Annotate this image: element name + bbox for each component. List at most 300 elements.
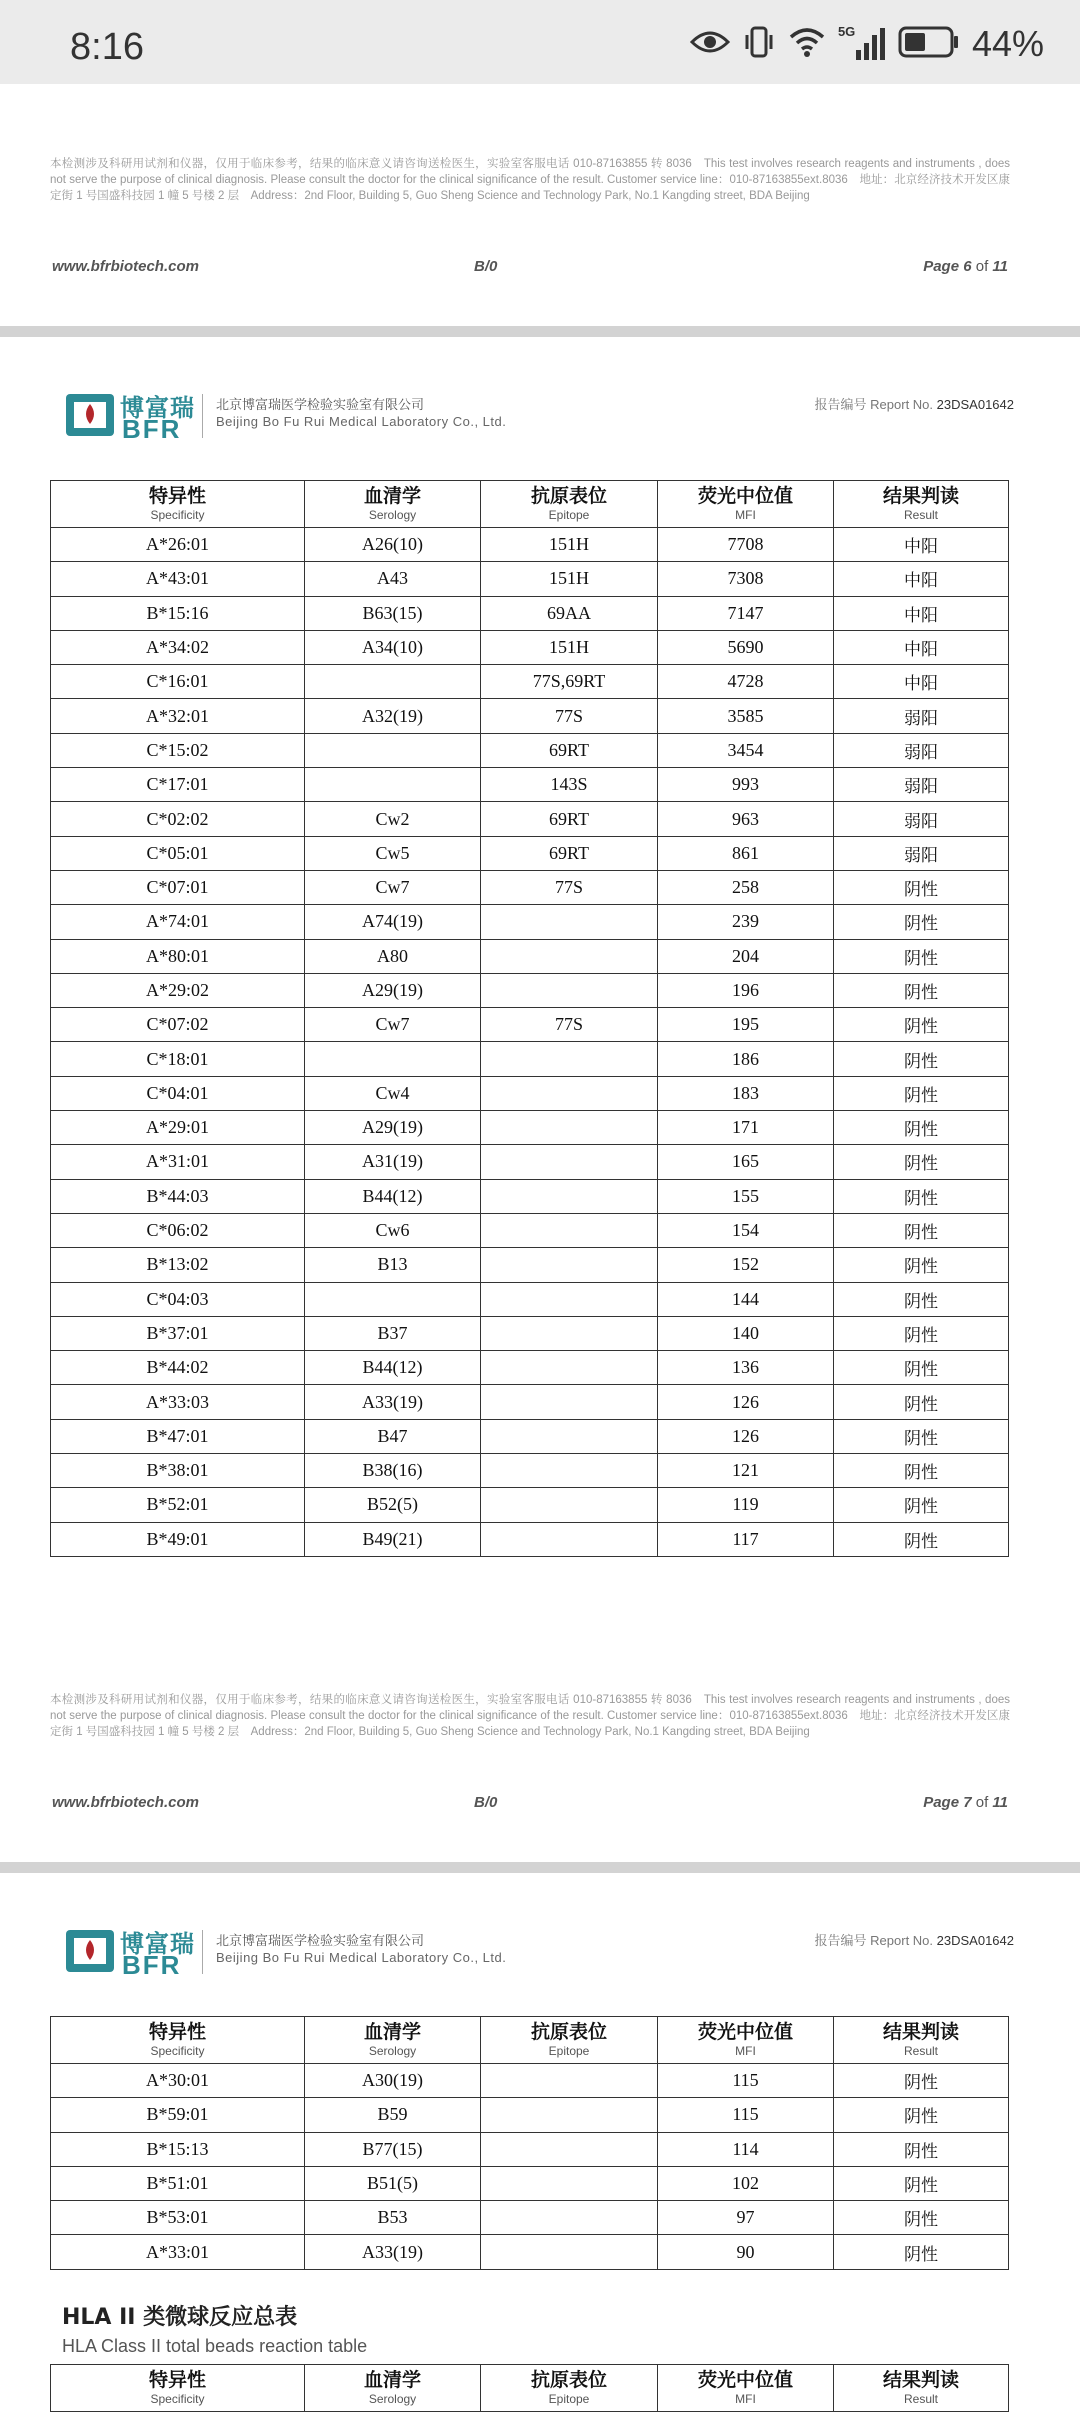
table-row xyxy=(51,2201,1009,2235)
table-cell: 阴性 xyxy=(834,2132,1009,2166)
table-cell: 77S xyxy=(481,870,658,904)
header-divider xyxy=(202,1930,203,1974)
table-cell: 121 xyxy=(658,1454,834,1488)
lab-name-english: Beijing Bo Fu Rui Medical Laboratory Co., Ltd. xyxy=(216,1950,507,1965)
column-header-cn: 特异性 xyxy=(148,485,206,507)
table-row xyxy=(51,1385,1009,1419)
table-cell: 阴性 xyxy=(834,1454,1009,1488)
table-cell: A31(19) xyxy=(305,1145,481,1179)
column-header-en: Result xyxy=(903,2044,938,2058)
table-row xyxy=(51,1316,1009,1350)
column-header-cn: 血清学 xyxy=(363,2369,421,2391)
table-cell: B*47:01 xyxy=(51,1419,305,1453)
table-cell: 阴性 xyxy=(834,2166,1009,2200)
website-link[interactable]: www.bfrbiotech.com xyxy=(52,258,199,275)
column-header xyxy=(481,2365,658,2412)
table-cell: C*07:01 xyxy=(51,870,305,904)
table-cell: C*06:02 xyxy=(51,1213,305,1247)
table-row xyxy=(51,1076,1009,1110)
column-header-cn: 抗原表位 xyxy=(530,485,607,507)
table-cell: 5690 xyxy=(658,630,834,664)
table-cell xyxy=(481,1522,658,1556)
table-cell xyxy=(481,1042,658,1076)
header-divider xyxy=(202,394,203,438)
table-cell: 151H xyxy=(481,528,658,562)
table-cell: Cw7 xyxy=(305,870,481,904)
table-cell: Cw2 xyxy=(305,802,481,836)
table-row xyxy=(51,1008,1009,1042)
column-header xyxy=(305,481,481,528)
table-cell: 中阳 xyxy=(834,562,1009,596)
table-cell: 258 xyxy=(658,870,834,904)
table-cell: 119 xyxy=(658,1488,834,1522)
section-subtitle: HLA Class II total beads reaction table xyxy=(62,2336,368,2356)
table-cell xyxy=(481,2064,658,2098)
table-cell: B37 xyxy=(305,1316,481,1350)
table-cell: A*26:01 xyxy=(51,528,305,562)
report-header xyxy=(64,1924,1014,1984)
table-cell: A43 xyxy=(305,562,481,596)
table-row xyxy=(51,2132,1009,2166)
vibrate-icon xyxy=(742,25,776,63)
table-cell: 114 xyxy=(658,2132,834,2166)
table-cell: 阴性 xyxy=(834,1282,1009,1316)
table-cell: A30(19) xyxy=(305,2064,481,2098)
column-header-en: Result xyxy=(903,508,938,522)
table-cell: 993 xyxy=(658,768,834,802)
table-row xyxy=(51,1248,1009,1282)
table-cell: B44(12) xyxy=(305,1351,481,1385)
column-header xyxy=(834,481,1009,528)
table-cell: A32(19) xyxy=(305,699,481,733)
table-cell: C*04:03 xyxy=(51,1282,305,1316)
table-cell: A*80:01 xyxy=(51,939,305,973)
table-cell: 196 xyxy=(658,973,834,1007)
table-cell: B*38:01 xyxy=(51,1454,305,1488)
lab-name-chinese: 北京博富瑞医学检验实验室有限公司 xyxy=(216,398,425,413)
table-cell: B77(15) xyxy=(305,2132,481,2166)
table-cell: 阴性 xyxy=(834,1419,1009,1453)
table-row xyxy=(51,1522,1009,1556)
table-cell: B63(15) xyxy=(305,596,481,630)
table-cell: 155 xyxy=(658,1179,834,1213)
table-cell: 102 xyxy=(658,2166,834,2200)
section-title: HLA II 类微球反应总表 xyxy=(62,2305,298,2330)
table-cell: C*18:01 xyxy=(51,1042,305,1076)
table-row xyxy=(51,1179,1009,1213)
table-cell: 阴性 xyxy=(834,1042,1009,1076)
table-cell xyxy=(481,1248,658,1282)
table-cell: 阴性 xyxy=(834,1316,1009,1350)
table-cell: 中阳 xyxy=(834,528,1009,562)
table-cell: B59 xyxy=(305,2098,481,2132)
table-cell: 183 xyxy=(658,1076,834,1110)
column-header xyxy=(305,2365,481,2412)
table-cell: Cw4 xyxy=(305,1076,481,1110)
table-cell: A*31:01 xyxy=(51,1145,305,1179)
table-cell xyxy=(481,1179,658,1213)
logo-chinese: 博富瑞 xyxy=(120,394,195,422)
bfr-logo-icon xyxy=(64,392,116,438)
page-number: Page 7 of 11 xyxy=(923,1794,1008,1811)
table-cell: A*33:03 xyxy=(51,1385,305,1419)
table-row xyxy=(51,905,1009,939)
table-cell: 963 xyxy=(658,802,834,836)
table-cell xyxy=(481,2166,658,2200)
table-cell xyxy=(305,1282,481,1316)
table-cell: A*33:01 xyxy=(51,2235,305,2269)
table-cell: C*07:02 xyxy=(51,1008,305,1042)
column-header-en: Serology xyxy=(368,2392,417,2406)
column-header-en: Specificity xyxy=(150,2044,205,2058)
table-cell: 弱阳 xyxy=(834,836,1009,870)
column-header xyxy=(658,2365,834,2412)
table-cell: 154 xyxy=(658,1213,834,1247)
table-cell: B53 xyxy=(305,2201,481,2235)
table-cell: A*29:01 xyxy=(51,1111,305,1145)
column-header-cn: 结果判读 xyxy=(882,485,959,507)
table-row xyxy=(51,939,1009,973)
column-header-cn: 荧光中位值 xyxy=(697,485,793,507)
table-cell: 152 xyxy=(658,1248,834,1282)
class-ii-table-header xyxy=(50,2364,1009,2412)
column-header xyxy=(481,2017,658,2064)
column-header-cn: 结果判读 xyxy=(882,2369,959,2391)
table-cell: 阴性 xyxy=(834,1145,1009,1179)
table-cell: 90 xyxy=(658,2235,834,2269)
table-cell: A80 xyxy=(305,939,481,973)
table-cell: 中阳 xyxy=(834,630,1009,664)
table-cell: 7708 xyxy=(658,528,834,562)
table-cell: B38(16) xyxy=(305,1454,481,1488)
table-cell: C*02:02 xyxy=(51,802,305,836)
table-cell xyxy=(481,1385,658,1419)
column-header xyxy=(51,2365,305,2412)
table-cell: 3585 xyxy=(658,699,834,733)
table-cell xyxy=(481,1454,658,1488)
table-cell: A34(10) xyxy=(305,630,481,664)
table-row xyxy=(51,870,1009,904)
table-row xyxy=(51,836,1009,870)
column-header-en: Specificity xyxy=(150,508,205,522)
table-row xyxy=(51,1419,1009,1453)
table-cell xyxy=(481,905,658,939)
table-cell: 144 xyxy=(658,1282,834,1316)
table-cell xyxy=(305,1042,481,1076)
column-header-cn: 抗原表位 xyxy=(530,2369,607,2391)
lab-name-chinese: 北京博富瑞医学检验实验室有限公司 xyxy=(216,1934,425,1949)
table-cell: C*17:01 xyxy=(51,768,305,802)
table-cell: Cw6 xyxy=(305,1213,481,1247)
table-cell: A33(19) xyxy=(305,1385,481,1419)
table-cell: 阴性 xyxy=(834,2064,1009,2098)
table-cell: 165 xyxy=(658,1145,834,1179)
column-header xyxy=(51,2017,305,2064)
table-cell: 阴性 xyxy=(834,2235,1009,2269)
table-row xyxy=(51,596,1009,630)
column-header xyxy=(51,481,305,528)
signal-icon xyxy=(838,26,886,62)
column-header xyxy=(305,2017,481,2064)
column-header-en: MFI xyxy=(735,2044,756,2058)
table-cell: A*43:01 xyxy=(51,562,305,596)
table-cell: 239 xyxy=(658,905,834,939)
page-number: Page 6 of 11 xyxy=(923,258,1008,275)
table-row xyxy=(51,1454,1009,1488)
table-cell: 69RT xyxy=(481,733,658,767)
table-cell: B52(5) xyxy=(305,1488,481,1522)
network-type: 5G xyxy=(837,24,856,39)
table-cell: C*04:01 xyxy=(51,1076,305,1110)
disclaimer-text: 本检测涉及科研用试剂和仪器，仅用于临床参考，结果的临床意义请咨询送检医生，实验室客服电话 010-87163855 转 8036 This test involves research reagents and instruments , does not serve the purpose of clinical diagnosis. Please consult the doctor for the clinical significance of the result. Customer service line：010-87163855ext.8036 地址：北京经济技术开发区康定街 1 号国盛科技园 1 幢 5 号楼 2 层 Address：2nd Floor, Building 5, Guo Sheng Science and Technology Park, No.1 Kangding street, BDA Beijing xyxy=(50,158,1010,202)
table-row xyxy=(51,699,1009,733)
battery-percentage: 44% xyxy=(971,23,1044,64)
table-cell: B*52:01 xyxy=(51,1488,305,1522)
table-row xyxy=(51,973,1009,1007)
table-cell: B47 xyxy=(305,1419,481,1453)
lab-name-english: Beijing Bo Fu Rui Medical Laboratory Co., Ltd. xyxy=(216,414,507,429)
table-cell: 阴性 xyxy=(834,1351,1009,1385)
table-cell: 弱阳 xyxy=(834,699,1009,733)
table-row xyxy=(51,2064,1009,2098)
table-cell: A29(19) xyxy=(305,973,481,1007)
page-separator xyxy=(0,1862,1080,1873)
table-cell: 69RT xyxy=(481,836,658,870)
table-cell xyxy=(481,2132,658,2166)
table-cell: 77S,69RT xyxy=(481,665,658,699)
table-cell xyxy=(481,1419,658,1453)
table-cell: 69RT xyxy=(481,802,658,836)
logo-english: BFR xyxy=(122,1950,182,1980)
table-cell xyxy=(305,768,481,802)
page-footer xyxy=(52,258,1008,282)
table-cell: 阴性 xyxy=(834,1385,1009,1419)
table-cell: 阴性 xyxy=(834,1111,1009,1145)
table-cell: 151H xyxy=(481,562,658,596)
table-cell: 204 xyxy=(658,939,834,973)
column-header-en: Specificity xyxy=(150,2392,205,2406)
table-cell: B*37:01 xyxy=(51,1316,305,1350)
table-cell: 阴性 xyxy=(834,1008,1009,1042)
table-cell: A29(19) xyxy=(305,1111,481,1145)
table-cell: B*51:01 xyxy=(51,2166,305,2200)
table-cell: B*15:13 xyxy=(51,2132,305,2166)
table-cell: 弱阳 xyxy=(834,802,1009,836)
table-row xyxy=(51,1282,1009,1316)
column-header-en: Epitope xyxy=(548,508,590,522)
table-cell: 阴性 xyxy=(834,1248,1009,1282)
table-cell: 143S xyxy=(481,768,658,802)
table-cell: 中阳 xyxy=(834,665,1009,699)
column-header-cn: 特异性 xyxy=(148,2021,206,2043)
table-row xyxy=(51,1213,1009,1247)
table-cell: Cw5 xyxy=(305,836,481,870)
table-row xyxy=(51,562,1009,596)
table-cell xyxy=(481,2098,658,2132)
column-header xyxy=(658,481,834,528)
table-row xyxy=(51,1145,1009,1179)
table-cell: Cw7 xyxy=(305,1008,481,1042)
table-cell: 171 xyxy=(658,1111,834,1145)
table-row xyxy=(51,1351,1009,1385)
column-header xyxy=(834,2017,1009,2064)
table-header-row xyxy=(51,2365,1009,2412)
table-row xyxy=(51,1488,1009,1522)
column-header-cn: 荧光中位值 xyxy=(697,2021,793,2043)
column-header-cn: 抗原表位 xyxy=(530,2021,607,2043)
results-table-page8 xyxy=(50,2016,1009,2270)
eye-icon xyxy=(690,28,730,60)
status-icons xyxy=(690,24,1044,64)
table-cell: 115 xyxy=(658,2064,834,2098)
table-cell: A*34:02 xyxy=(51,630,305,664)
table-cell: 阴性 xyxy=(834,1213,1009,1247)
table-cell: A*74:01 xyxy=(51,905,305,939)
table-cell: C*05:01 xyxy=(51,836,305,870)
logo-english: BFR xyxy=(122,414,182,444)
table-cell: 阴性 xyxy=(834,939,1009,973)
table-cell: 126 xyxy=(658,1419,834,1453)
column-header-cn: 血清学 xyxy=(363,485,421,507)
table-cell: B*13:02 xyxy=(51,1248,305,1282)
table-cell: 7147 xyxy=(658,596,834,630)
table-cell: 151H xyxy=(481,630,658,664)
table-row xyxy=(51,1042,1009,1076)
logo-chinese: 博富瑞 xyxy=(120,1930,195,1958)
table-cell: 126 xyxy=(658,1385,834,1419)
table-cell: A*32:01 xyxy=(51,699,305,733)
table-cell xyxy=(481,1111,658,1145)
table-cell: C*16:01 xyxy=(51,665,305,699)
table-cell xyxy=(481,1282,658,1316)
report-number: 报告编号 Report No. 23DSA01642 xyxy=(814,397,1014,412)
table-cell: B13 xyxy=(305,1248,481,1282)
table-cell: 阴性 xyxy=(834,1076,1009,1110)
table-cell: 69AA xyxy=(481,596,658,630)
table-cell: 阴性 xyxy=(834,973,1009,1007)
table-cell: 阴性 xyxy=(834,2201,1009,2235)
column-header-cn: 荧光中位值 xyxy=(697,2369,793,2391)
table-cell xyxy=(481,2201,658,2235)
table-cell: 阴性 xyxy=(834,905,1009,939)
table-cell xyxy=(481,1316,658,1350)
website-link[interactable]: www.bfrbiotech.com xyxy=(52,1794,199,1811)
table-cell: 7308 xyxy=(658,562,834,596)
table-cell xyxy=(305,733,481,767)
column-header-en: MFI xyxy=(735,508,756,522)
column-header-en: Result xyxy=(903,2392,938,2406)
table-cell xyxy=(305,665,481,699)
table-cell: A*29:02 xyxy=(51,973,305,1007)
table-cell: 中阳 xyxy=(834,596,1009,630)
column-header-cn: 结果判读 xyxy=(882,2021,959,2043)
page-footer xyxy=(52,1794,1008,1818)
wifi-icon xyxy=(788,26,826,62)
table-cell: B44(12) xyxy=(305,1179,481,1213)
table-cell: 117 xyxy=(658,1522,834,1556)
table-cell: 阴性 xyxy=(834,2098,1009,2132)
column-header xyxy=(481,481,658,528)
table-cell: 阴性 xyxy=(834,1488,1009,1522)
table-cell: B49(21) xyxy=(305,1522,481,1556)
table-row xyxy=(51,768,1009,802)
table-cell: B51(5) xyxy=(305,2166,481,2200)
table-cell: A*30:01 xyxy=(51,2064,305,2098)
status-time: 8:16 xyxy=(70,26,144,68)
table-row xyxy=(51,630,1009,664)
disclaimer-text: 本检测涉及科研用试剂和仪器，仅用于临床参考，结果的临床意义请咨询送检医生，实验室客服电话 010-87163855 转 8036 This test involves research reagents and instruments , does not serve the purpose of clinical diagnosis. Please consult the doctor for the clinical significance of the result. Customer service line：010-87163855ext.8036 地址：北京经济技术开发区康定街 1 号国盛科技园 1 幢 5 号楼 2 层 Address：2nd Floor, Building 5, Guo Sheng Science and Technology Park, No.1 Kangding street, BDA Beijing xyxy=(50,1694,1010,1738)
table-cell: 136 xyxy=(658,1351,834,1385)
status-bar xyxy=(0,0,1080,84)
table-cell: B*15:16 xyxy=(51,596,305,630)
results-table-page7 xyxy=(50,480,1009,1557)
column-header-cn: 血清学 xyxy=(363,2021,421,2043)
table-cell: 弱阳 xyxy=(834,768,1009,802)
table-cell: B*59:01 xyxy=(51,2098,305,2132)
column-header-en: Epitope xyxy=(548,2392,590,2406)
table-cell: 3454 xyxy=(658,733,834,767)
table-cell: 4728 xyxy=(658,665,834,699)
table-row xyxy=(51,1111,1009,1145)
table-cell: 阴性 xyxy=(834,1522,1009,1556)
table-cell xyxy=(481,1351,658,1385)
table-cell: B*53:01 xyxy=(51,2201,305,2235)
page-separator xyxy=(0,326,1080,337)
column-header-en: Serology xyxy=(368,2044,417,2058)
table-cell: B*44:02 xyxy=(51,1351,305,1385)
table-cell: 140 xyxy=(658,1316,834,1350)
footer-code: B/0 xyxy=(474,1794,498,1811)
table-cell: 861 xyxy=(658,836,834,870)
table-row xyxy=(51,802,1009,836)
table-row xyxy=(51,2235,1009,2269)
table-cell xyxy=(481,1488,658,1522)
table-cell xyxy=(481,1145,658,1179)
column-header-en: Epitope xyxy=(548,2044,590,2058)
table-cell: B*44:03 xyxy=(51,1179,305,1213)
table-row xyxy=(51,528,1009,562)
table-cell: 115 xyxy=(658,2098,834,2132)
report-header xyxy=(64,388,1014,448)
table-header-row xyxy=(51,2017,1009,2064)
table-cell: C*15:02 xyxy=(51,733,305,767)
table-header-row xyxy=(51,481,1009,528)
table-cell: B*49:01 xyxy=(51,1522,305,1556)
column-header xyxy=(658,2017,834,2064)
table-cell: A33(19) xyxy=(305,2235,481,2269)
table-cell xyxy=(481,939,658,973)
table-cell: 77S xyxy=(481,1008,658,1042)
column-header-en: Serology xyxy=(368,508,417,522)
table-cell: 弱阳 xyxy=(834,733,1009,767)
table-cell xyxy=(481,2235,658,2269)
table-row xyxy=(51,733,1009,767)
table-cell: 阴性 xyxy=(834,1179,1009,1213)
table-cell xyxy=(481,973,658,1007)
table-row xyxy=(51,2098,1009,2132)
column-header xyxy=(834,2365,1009,2412)
table-cell: A74(19) xyxy=(305,905,481,939)
table-cell xyxy=(481,1076,658,1110)
battery-icon xyxy=(898,25,960,63)
column-header-en: MFI xyxy=(735,2392,756,2406)
table-cell: 195 xyxy=(658,1008,834,1042)
table-row xyxy=(51,2166,1009,2200)
table-cell: 77S xyxy=(481,699,658,733)
report-number: 报告编号 Report No. 23DSA01642 xyxy=(814,1933,1014,1948)
footer-code: B/0 xyxy=(474,258,498,275)
table-cell xyxy=(481,1213,658,1247)
